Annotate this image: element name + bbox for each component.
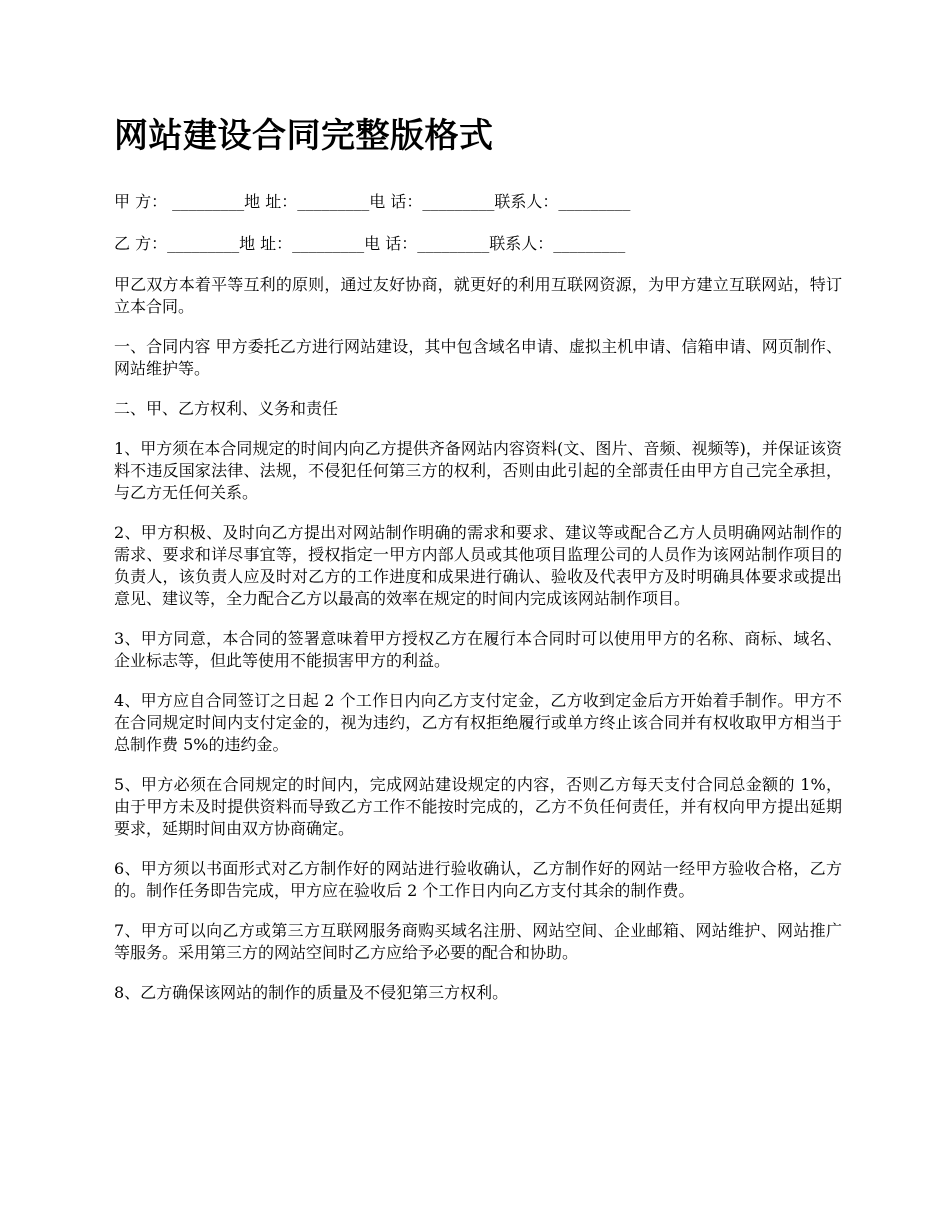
- document-title: 网站建设合同完整版格式: [114, 116, 494, 156]
- paragraph-clause-1: 1、甲方须在本合同规定的时间内向乙方提供齐备网站内容资料(文、图片、音频、视频等)，并保证该资料不违反国家法律、法规，不侵犯任何第三方的权利，否则由此引起的全部责任由甲方自己完全承担，与乙方无任何关系。: [114, 439, 842, 502]
- document-content: [114, 112, 842, 1022]
- paragraph-clause-8: 8、乙方确保该网站的制作的质量及不侵犯第三方权利。: [114, 983, 509, 1002]
- party-b-info: 乙 方：_________地 址：_________电 话：_________联系人：_________: [114, 234, 626, 253]
- party-a-info: 甲 方： _________地 址：_________电 话：_________联系人：_________: [114, 192, 631, 211]
- paragraph-clause-3: 3、甲方同意，本合同的签署意味着甲方授权乙方在履行本合同时可以使用甲方的名称、商标、域名、企业标志等，但此等使用不能损害甲方的利益。: [114, 629, 842, 670]
- paragraph-section-2-heading: 二、甲、乙方权利、义务和责任: [114, 399, 339, 418]
- paragraph-clause-4: 4、甲方应自合同签订之日起 2 个工作日内向乙方支付定金，乙方收到定金后方开始着手制作。甲方不在合同规定时间内支付定金的，视为违约，乙方有权拒绝履行或单方终止该合同并有权收取甲方相当于总制作费 5%的违约金。: [114, 691, 842, 754]
- paragraph-clause-6: 6、甲方须以书面形式对乙方制作好的网站进行验收确认，乙方制作好的网站一经甲方验收合格，乙方的。制作任务即告完成，甲方应在验收后 2 个工作日内向乙方支付其余的制作费。: [114, 859, 842, 900]
- paragraph-clause-2: 2、甲方积极、及时向乙方提出对网站制作明确的需求和要求、建议等或配合乙方人员明确网站制作的需求、要求和详尽事宜等，授权指定一甲方内部人员或其他项目监理公司的人员作为该网站制作项目的负责人，该负责人应及时对乙方的工作进度和成果进行确认、验收及代表甲方及时明确具体要求或提出意见、建议等，全力配合乙方以最高的效率在规定的时间内完成该网站制作项目。: [114, 523, 842, 608]
- paragraph-section-1: 一、合同内容 甲方委托乙方进行网站建设，其中包含域名申请、虚拟主机申请、信箱申请、网页制作、网站维护等。: [114, 337, 842, 378]
- paragraph-clause-7: 7、甲方可以向乙方或第三方互联网服务商购买域名注册、网站空间、企业邮箱、网站维护、网站推广等服务。采用第三方的网站空间时乙方应给予必要的配合和协助。: [114, 921, 842, 962]
- paragraph-intro: 甲乙双方本着平等互利的原则，通过友好协商，就更好的利用互联网资源，为甲方建立互联网站，特订立本合同。: [114, 275, 842, 316]
- paragraph-clause-5: 5、甲方必须在合同规定的时间内，完成网站建设规定的内容，否则乙方每天支付合同总金额的 1%，由于甲方未及时提供资料而导致乙方工作不能按时完成的，乙方不负任何责任，并有权向甲方提出延期要求，延期时间由双方协商确定。: [114, 775, 842, 838]
